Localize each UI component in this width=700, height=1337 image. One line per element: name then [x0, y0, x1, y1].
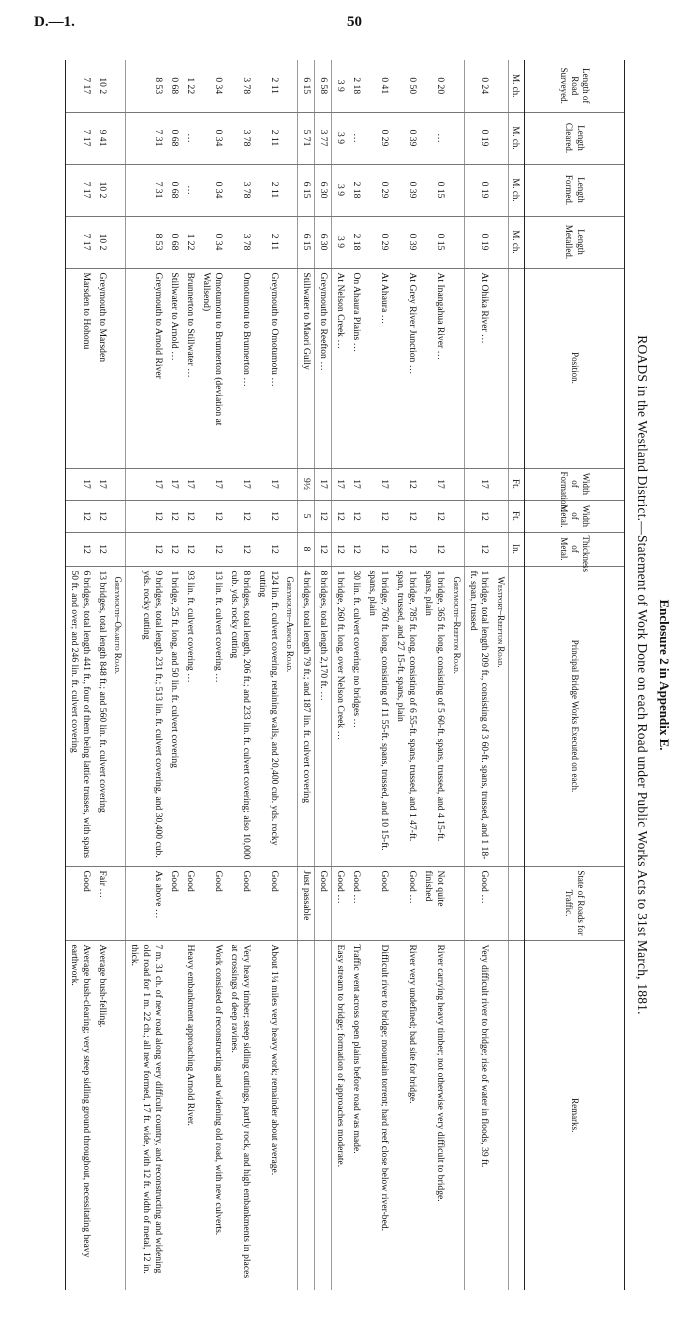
cleared-cell: 9 41 — [94, 112, 110, 164]
spacer-cell — [448, 468, 464, 500]
metal-thickness-cell: 12 — [315, 532, 332, 566]
surveyed-cell: 0 50 — [407, 77, 419, 95]
metal-thickness-cell: 12 — [198, 532, 226, 566]
bridge-works-cell: 13 bridges, total length 848 ft.; and 560 lin. ft. culvert covering — [94, 566, 110, 866]
formed-cell: 6 30 — [315, 164, 332, 216]
spacer-cell — [493, 112, 509, 164]
surveyed-cell: 10 2 — [97, 77, 109, 95]
spacer-cell — [448, 866, 464, 940]
formation-width-cell: 17 — [226, 468, 254, 500]
surveyed-cell: 6 58 — [315, 60, 332, 112]
formation-width-cell: 17 — [126, 468, 166, 500]
metalled-cell: 10 2 — [94, 216, 110, 268]
remarks-cell: Easy stream to bridge; formation of approaches moderate. — [332, 940, 348, 1290]
spacer-cell — [448, 532, 464, 566]
cleared-cell: 7 31 — [126, 112, 166, 164]
position-cell: Stillwater to Maori Gully — [298, 268, 315, 468]
spacer-cell — [493, 500, 509, 532]
unit-cell — [508, 940, 524, 1290]
table-row — [364, 60, 392, 1290]
spacer-cell — [282, 866, 298, 940]
spacer-cell — [448, 940, 464, 1290]
metalled-cell: 6 30 — [315, 216, 332, 268]
cleared-cell: 0 68 — [166, 112, 182, 164]
bridge-works-cell: 1 bridge, total length 209 ft., consisting of 3 60-ft. spans, trussed, and 1 18-ft. span, trussed — [464, 566, 492, 866]
formed-cell: 7 31 — [126, 164, 166, 216]
bridge-works-cell: 1 bridge, 25 ft. long, and 50 lin. ft. culvert covering — [166, 566, 182, 866]
unit-cell: Ft. — [508, 468, 524, 500]
enclosure-heading: Enclosure 2 in Appendix E. — [657, 599, 672, 751]
unit-cell — [508, 866, 524, 940]
remarks-cell: Traffic went across open plains before road was made. — [348, 940, 364, 1290]
spacer-cell — [493, 866, 509, 940]
metalled-cell: 0 29 — [364, 216, 392, 268]
table-title: ROADS in the Westland District.—Statement of Work Done on each Road under Public Works Acts to 31st March, 1881. — [635, 335, 650, 1015]
metalled-cell: 0 39 — [392, 216, 420, 268]
spacer-cell — [493, 60, 509, 112]
metal-width-cell: 12 — [392, 500, 420, 532]
metalled-cell: 2 18 — [348, 216, 364, 268]
metal-width-cell: 12 — [420, 500, 448, 532]
position-cell: Greymouth to Reefton … — [315, 268, 332, 468]
metal-thickness-cell: 12 — [420, 532, 448, 566]
col-header: Length Metalled. — [525, 216, 625, 268]
formation-width-cell: 9½ — [298, 468, 315, 500]
metal-thickness-cell: 12 — [126, 532, 166, 566]
traffic-state-cell: Good — [182, 866, 198, 940]
table-row — [254, 60, 282, 1290]
traffic-state-cell: Good — [315, 866, 332, 940]
cleared-cell: 0 39 — [392, 112, 420, 164]
position-cell: Omotumotu to Brunnerton (deviation at Wallsend) — [198, 268, 226, 468]
cleared-cell: 7 17 — [66, 112, 94, 164]
formation-width-cell: 12 — [392, 468, 420, 500]
unit-cell: M. ch. — [508, 112, 524, 164]
formed-cell: 2 11 — [254, 164, 282, 216]
formation-width-cell: 17 — [166, 468, 182, 500]
surveyed-cell: 0 34 — [213, 77, 225, 95]
bridge-works-cell: 1 bridge, 760 ft. long, consisting of 11 55-ft. spans, trussed, and 10 15-ft. spans, plain — [364, 566, 392, 866]
col-header: Width of Formation. — [525, 468, 625, 500]
table-row — [126, 60, 166, 1290]
remarks-cell — [298, 940, 315, 1290]
traffic-state-cell: Not quite finished — [420, 866, 448, 940]
formed-cell: 6 15 — [298, 164, 315, 216]
col-header: Position. — [525, 268, 625, 468]
table-row — [315, 60, 332, 1290]
formation-width-cell: 17 — [420, 468, 448, 500]
metal-thickness-cell: 12 — [182, 532, 198, 566]
traffic-state-cell: Just passable — [298, 866, 315, 940]
spacer-cell — [493, 468, 509, 500]
metal-thickness-cell: 12 — [364, 532, 392, 566]
table-row — [348, 60, 364, 1290]
surveyed-cell: 1 22 — [185, 77, 197, 95]
spacer-cell — [282, 468, 298, 500]
bridge-works-cell: 9 bridges, total length 231 ft.; 513 lin. ft. culvert covering, and 30,400 cub. yds. rocky cutting — [126, 566, 166, 866]
roads-statement-table — [65, 60, 625, 1290]
table-row — [66, 60, 94, 1290]
road-name: Greymouth–Okarito Road. — [110, 566, 126, 866]
spacer-cell — [110, 112, 126, 164]
traffic-state-cell: Good — [166, 866, 182, 940]
metalled-cell: 7 17 — [66, 216, 94, 268]
formed-cell: 3 78 — [226, 164, 254, 216]
metalled-cell: 8 53 — [126, 216, 166, 268]
unit-cell: In. — [508, 532, 524, 566]
metalled-cell: 6 15 — [298, 216, 315, 268]
formed-cell: 0 34 — [198, 164, 226, 216]
spacer-cell — [448, 112, 464, 164]
traffic-state-cell: As above … — [126, 866, 166, 940]
metal-thickness-cell: 12 — [226, 532, 254, 566]
spacer-cell — [282, 268, 298, 468]
remarks-cell: River carrying heavy timber; not otherwise very difficult to bridge. — [420, 940, 448, 1290]
formation-width-cell: 17 — [66, 468, 94, 500]
header-row — [525, 60, 625, 1290]
surveyed-cell: 3 9 — [335, 79, 347, 92]
table-row — [166, 60, 182, 1290]
cleared-cell: … — [348, 112, 364, 164]
metalled-cell: 0 19 — [464, 216, 492, 268]
metal-thickness-cell: 8 — [298, 532, 315, 566]
remarks-cell — [315, 940, 332, 1290]
spacer-cell — [448, 164, 464, 216]
spacer-cell — [448, 60, 464, 112]
road-name: Greymouth–Reefton Road. — [448, 566, 464, 866]
spacer-cell — [493, 268, 509, 468]
formed-cell: 7 17 — [66, 164, 94, 216]
units-row — [508, 60, 524, 1290]
metal-width-cell: 12 — [332, 500, 348, 532]
position-cell: At Nelson Creek … — [332, 268, 348, 468]
unit-cell — [508, 566, 524, 866]
traffic-state-cell: Fair … — [94, 866, 110, 940]
metal-width-cell: 12 — [198, 500, 226, 532]
position-cell: Greymouth to Omotumotu … — [254, 268, 282, 468]
metal-width-cell: 12 — [66, 500, 94, 532]
spacer-cell — [110, 468, 126, 500]
table-row — [94, 60, 110, 1290]
col-header: Principal Bridge Works Executed on each. — [525, 566, 625, 866]
traffic-state-cell: Good — [198, 866, 226, 940]
position-cell: At Grey River Junction … — [392, 268, 420, 468]
metal-width-cell: 12 — [464, 500, 492, 532]
formation-width-cell: 17 — [315, 468, 332, 500]
formed-cell: 2 18 — [348, 164, 364, 216]
spacer-cell — [110, 60, 126, 112]
formed-cell: 0 15 — [420, 164, 448, 216]
position-cell: On Ahaura Plains … — [348, 268, 364, 468]
spacer-cell — [110, 164, 126, 216]
bridge-works-cell: 8 bridges, total length, 206 ft.; and 233 lin. ft. culvert covering; also 10,000 cub. yds. rocky cutting — [226, 566, 254, 866]
unit-cell: Ft. — [508, 500, 524, 532]
remarks-cell: Heavy embankment approaching Arnold River. — [182, 940, 198, 1290]
metal-width-cell: 12 — [364, 500, 392, 532]
page-number: 50 — [347, 14, 362, 30]
table-row — [464, 60, 492, 1290]
position-cell: Marsden to Hohonu — [66, 268, 94, 468]
remarks-cell: River very undefined; bad site for bridge. — [392, 940, 420, 1290]
metal-thickness-cell: 12 — [254, 532, 282, 566]
table-row — [392, 60, 420, 1290]
formation-width-cell: 17 — [182, 468, 198, 500]
bridge-works-cell: 6 bridges, total length 441 ft., four of them being lattice trusses, with spans 50 ft. and over; and 246 lin. ft. culvert covering — [66, 566, 94, 866]
bridge-works-cell: 4 bridges, total length 79 ft.; and 187 lin. ft. culvert covering — [298, 566, 315, 866]
unit-cell: M. ch. — [508, 164, 524, 216]
remarks-cell: Average bush-clearing; very steep sidling ground throughout, necessitating heavy earthwork. — [66, 940, 94, 1290]
remarks-cell: Average bush-felling. — [94, 940, 110, 1290]
formation-width-cell: 17 — [198, 468, 226, 500]
metal-thickness-cell: 12 — [94, 532, 110, 566]
remarks-cell: Difficult river to bridge; mountain torrent; hard reef close below river-bed. — [364, 940, 392, 1290]
unit-cell: M. ch. — [511, 74, 521, 98]
col-header: Length Cleared. — [525, 112, 625, 164]
metal-thickness-cell: 12 — [332, 532, 348, 566]
position-cell: Stillwater to Arnold … — [166, 268, 182, 468]
spacer-cell — [282, 532, 298, 566]
remarks-cell: About 1¼ miles very heavy work; remainder about average. — [254, 940, 282, 1290]
cleared-cell: 0 29 — [364, 112, 392, 164]
metal-width-cell: 12 — [126, 500, 166, 532]
rotated-page-content — [25, 60, 680, 1290]
traffic-state-cell: Good … — [392, 866, 420, 940]
metal-width-cell: 12 — [166, 500, 182, 532]
table-row — [182, 60, 198, 1290]
position-cell: Greymouth to Marsden — [94, 268, 110, 468]
cleared-cell: 3 77 — [315, 112, 332, 164]
surveyed-cell: 3 78 — [241, 77, 253, 95]
formed-cell: 0 39 — [392, 164, 420, 216]
spacer-cell — [493, 164, 509, 216]
bridge-works-cell: 93 lin. ft. culvert covering … — [182, 566, 198, 866]
table-row — [332, 60, 348, 1290]
road-name: Greymouth–Arnold Road. — [282, 566, 298, 866]
metal-thickness-cell: 12 — [348, 532, 364, 566]
metalled-cell: 1 22 — [182, 216, 198, 268]
position-cell: Omotumotu to Brunnerton … — [226, 268, 254, 468]
spacer-cell — [282, 164, 298, 216]
formation-width-cell: 17 — [94, 468, 110, 500]
spacer-cell — [110, 866, 126, 940]
road-group-header — [493, 60, 509, 1290]
metal-width-cell: 12 — [94, 500, 110, 532]
formation-width-cell: 17 — [464, 468, 492, 500]
formation-width-cell: 17 — [332, 468, 348, 500]
metal-width-cell: 5 — [298, 500, 315, 532]
traffic-state-cell: Good … — [332, 866, 348, 940]
surveyed-cell: 2 18 — [351, 77, 363, 95]
col-header: Thickness of Metal. — [525, 532, 625, 566]
metalled-cell: 3 78 — [226, 216, 254, 268]
traffic-state-cell: Good — [254, 866, 282, 940]
formation-width-cell: 17 — [364, 468, 392, 500]
formed-cell: 10 2 — [94, 164, 110, 216]
position-cell: At Ohika River … — [464, 268, 492, 468]
metalled-cell: 0 34 — [198, 216, 226, 268]
spacer-cell — [493, 216, 509, 268]
metalled-cell: 0 15 — [420, 216, 448, 268]
spacer-cell — [448, 216, 464, 268]
col-header: Length Formed. — [525, 164, 625, 216]
remarks-cell — [166, 940, 182, 1290]
remarks-cell: Very heavy timber; steep sidling cuttings, partly rock, and high embankments in places at crossings of deep ravines. — [226, 940, 254, 1290]
bridge-works-cell: 124 lin. ft. culvert covering, retaining walls, and 20,400 cub. yds. rocky cutting — [254, 566, 282, 866]
remarks-cell: Very difficult river to bridge; rise of water in floods, 39 ft. — [464, 940, 492, 1290]
cleared-cell: 0 34 — [198, 112, 226, 164]
position-cell: Greymouth to Arnold River — [126, 268, 166, 468]
metal-thickness-cell: 12 — [166, 532, 182, 566]
bridge-works-cell: 13 lin. ft. culvert covering … — [198, 566, 226, 866]
road-group-header — [282, 60, 298, 1290]
surveyed-cell: 0 68 — [169, 77, 181, 95]
metal-width-cell: 12 — [254, 500, 282, 532]
surveyed-cell: 6 15 — [298, 60, 315, 112]
bridge-works-cell: 8 bridges, total length 2,170 ft. … — [315, 566, 332, 866]
surveyed-cell: 0 20 — [435, 77, 447, 95]
surveyed-cell: 0 24 — [479, 77, 491, 95]
unit-cell — [508, 268, 524, 468]
unit-cell: M. ch. — [508, 216, 524, 268]
spacer-cell — [110, 940, 126, 1290]
metal-thickness-cell: 12 — [66, 532, 94, 566]
remarks-cell: 7 m. 31 ch. of new road along very difficult country, and reconstructing and widening old road for 1 m. 22 ch.; all new formed, 17 ft. wide, with 12 ft. width of metal, 12 in. thick. — [126, 940, 166, 1290]
spacer-cell — [282, 500, 298, 532]
formation-width-cell: 17 — [254, 468, 282, 500]
bridge-works-cell: 1 bridge, 785 ft. long, consisting of 6 55-ft. spans, trussed, and 1 47-ft. span, trussed, and 27 15-ft. spans, plain — [392, 566, 420, 866]
spacer-cell — [110, 268, 126, 468]
spacer-cell — [448, 268, 464, 468]
cleared-cell: 3 9 — [332, 112, 348, 164]
traffic-state-cell: Good — [226, 866, 254, 940]
table-row — [298, 60, 315, 1290]
metalled-cell: 0 68 — [166, 216, 182, 268]
metalled-cell: 2 11 — [254, 216, 282, 268]
surveyed-cell: 0 41 — [379, 77, 391, 95]
traffic-state-cell: Good … — [348, 866, 364, 940]
road-group-header — [110, 60, 126, 1290]
table-row — [420, 60, 448, 1290]
traffic-state-cell: Good — [364, 866, 392, 940]
spacer-cell — [493, 532, 509, 566]
cleared-cell: 5 71 — [298, 112, 315, 164]
position-cell: At Inangahua River … — [420, 268, 448, 468]
spacer-cell — [110, 216, 126, 268]
metal-width-cell: 12 — [348, 500, 364, 532]
spacer-cell — [282, 216, 298, 268]
spacer-cell — [282, 60, 298, 112]
metal-width-cell: 12 — [182, 500, 198, 532]
position-cell: At Ahaura … — [364, 268, 392, 468]
table-row — [198, 60, 226, 1290]
traffic-state-cell: Good — [66, 866, 94, 940]
formation-width-cell: 17 — [348, 468, 364, 500]
bridge-works-cell: 30 lin. ft. culvert covering; no bridges … — [348, 566, 364, 866]
metalled-cell: 3 9 — [332, 216, 348, 268]
formed-cell: 0 29 — [364, 164, 392, 216]
formed-cell: 0 68 — [166, 164, 182, 216]
spacer-cell — [282, 940, 298, 1290]
col-header: Width of Metal. — [525, 500, 625, 532]
cleared-cell: … — [182, 112, 198, 164]
cleared-cell: 2 11 — [254, 112, 282, 164]
document-code: D.—1. — [34, 14, 75, 30]
cleared-cell: 0 19 — [464, 112, 492, 164]
spacer-cell — [110, 500, 126, 532]
bridge-works-cell: 1 bridge, 365 ft. long, consisting of 5 60-ft. spans, trussed, and 4 15-ft. spans, plain — [420, 566, 448, 866]
spacer-cell — [493, 940, 509, 1290]
col-header: Remarks. — [525, 940, 625, 1290]
road-group-header — [448, 60, 464, 1290]
surveyed-cell: 8 53 — [153, 77, 165, 95]
formed-cell: … — [182, 164, 198, 216]
metal-width-cell: 12 — [226, 500, 254, 532]
surveyed-cell: 2 11 — [269, 77, 281, 94]
road-name: Westport–Reefton Road. — [493, 566, 509, 866]
surveyed-cell: 7 17 — [66, 60, 94, 112]
traffic-state-cell: Good … — [464, 866, 492, 940]
col-header: State of Roads for Traffic. — [525, 866, 625, 940]
cleared-cell: 3 78 — [226, 112, 254, 164]
bridge-works-cell: 1 bridge, 260 ft. long, over Nelson Creek … — [332, 566, 348, 866]
formed-cell: 3 9 — [332, 164, 348, 216]
col-header: Length of Road Surveyed. — [525, 60, 625, 112]
metal-thickness-cell: 12 — [464, 532, 492, 566]
position-cell: Brunnerton to Stillwater … — [182, 268, 198, 468]
spacer-cell — [282, 112, 298, 164]
cleared-cell: … — [420, 112, 448, 164]
metal-thickness-cell: 12 — [392, 532, 420, 566]
remarks-cell: Work consisted of reconstructing and widening old road, with new culverts. — [198, 940, 226, 1290]
formed-cell: 0 19 — [464, 164, 492, 216]
spacer-cell — [110, 532, 126, 566]
table-row — [226, 60, 254, 1290]
metal-width-cell: 12 — [315, 500, 332, 532]
spacer-cell — [448, 500, 464, 532]
